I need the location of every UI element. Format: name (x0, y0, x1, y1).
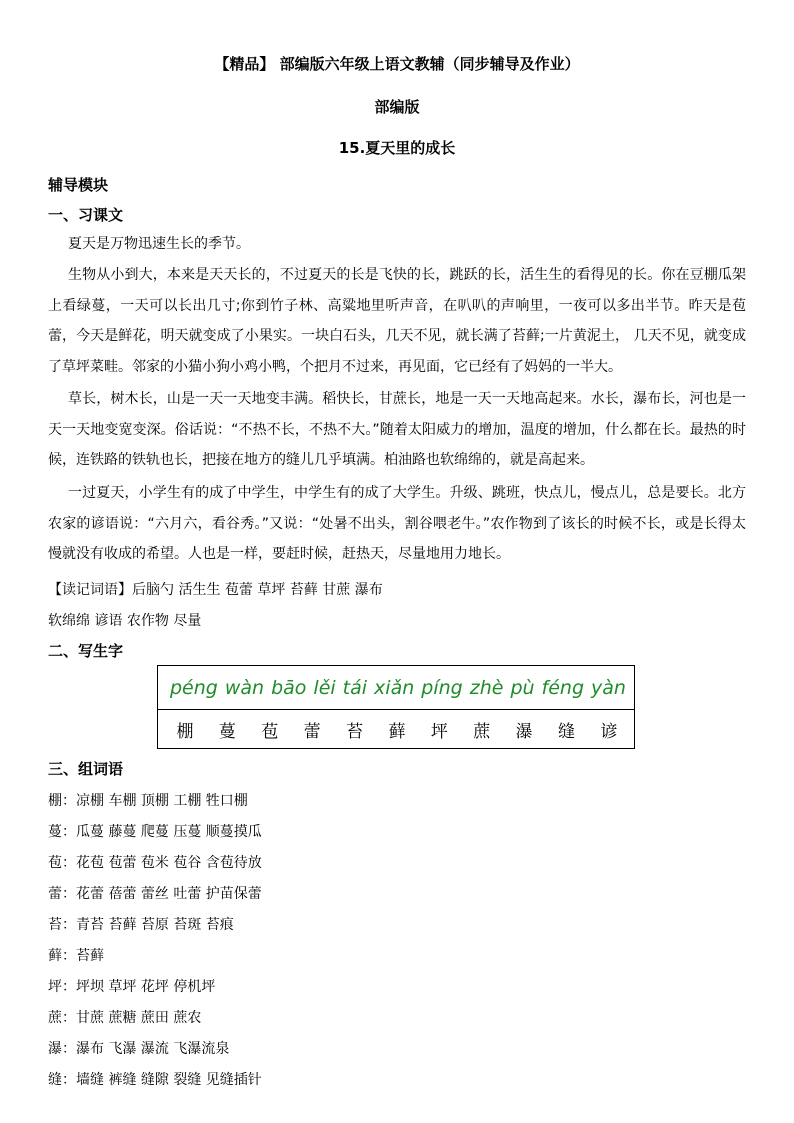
paragraph-1: 夏天是万物迅速生长的季节。 (68, 236, 250, 252)
module-heading: 辅导模块 (48, 176, 109, 194)
lesson-title: 15.夏天里的成长 (338, 139, 456, 157)
word-group-line: 蔓：瓜蔓 藤蔓 爬蔓 压蔓 顺蔓摸瓜 (48, 824, 262, 840)
char-cell: 苔 (346, 721, 364, 742)
char-row (158, 710, 634, 748)
pinyin-cell: pù (510, 676, 535, 699)
paragraph-4: 一过夏天，小学生有的成了中学生，中学生有的成了大学生。升级、跳班，快点儿，慢点儿，总是要长。北方农家的谚语说：“六月六，看谷秀。”又说：“处暑不出头，割谷喂老牛。”农作物到了该长的时候不长，或是长得太慢就没有收成的希望。人也是一样，要赶时候，赶热天，尽量地用力地长。 (48, 485, 746, 562)
char-cell: 蔓 (218, 721, 236, 742)
section-heading-text: 一、习课文 (48, 206, 124, 224)
char-cell: 谚 (600, 721, 618, 742)
word-group-line: 藓：苔藓 (48, 948, 104, 964)
section-heading-chars: 二、写生字 (48, 642, 124, 660)
vocab-label: 【读记词语】 (48, 582, 132, 598)
vocab-words-1: 后脑勺 活生生 苞蕾 草坪 苔藓 甘蔗 瀑布 (132, 582, 383, 598)
word-group-line: 蔗：甘蔗 蔗糖 蔗田 蔗农 (48, 1010, 202, 1026)
pinyin-cell: tái (342, 676, 368, 699)
vocab-line-1 (48, 579, 383, 599)
char-cell: 蔗 (473, 721, 491, 742)
pinyin-cell: lěi (313, 676, 336, 699)
char-cell: 藓 (388, 721, 406, 742)
pinyin-cell: féng (541, 676, 585, 699)
word-group-line: 坪：坪坝 草坪 花坪 停机坪 (48, 979, 216, 995)
pinyin-cell: bāo (271, 676, 307, 699)
char-cell: 缝 (558, 721, 576, 742)
char-cell: 苞 (261, 721, 279, 742)
word-group-line: 棚：凉棚 车棚 顶棚 工棚 牲口棚 (48, 793, 248, 809)
pinyin-cell: péng (170, 676, 218, 699)
char-cell: 棚 (176, 721, 194, 742)
char-cell: 瀑 (515, 721, 533, 742)
pinyin-cell: píng (421, 676, 463, 699)
word-group-line: 苔：青苔 苔藓 苔原 苔斑 苔痕 (48, 917, 234, 933)
pinyin-cell: xiǎn (374, 676, 415, 699)
edition-label: 部编版 (374, 98, 420, 116)
section-heading-words: 三、组词语 (48, 760, 124, 778)
character-grid (157, 665, 635, 749)
word-group-line: 缝：墙缝 裤缝 缝隙 裂缝 见缝插针 (48, 1072, 262, 1088)
pinyin-cell: wàn (224, 676, 265, 699)
word-group-line: 瀑：瀑布 飞瀑 瀑流 飞瀑流泉 (48, 1041, 230, 1057)
pinyin-cell: yàn (591, 676, 626, 699)
pinyin-cell: zhè (469, 676, 504, 699)
char-cell: 蕾 (303, 721, 321, 742)
document-title: 【精品】 部编版六年级上语文教辅（同步辅导及作业） (214, 55, 580, 73)
paragraph-3: 草长，树木长，山是一天一天地变丰满。稻快长，甘蔗长，地是一天一天地高起来。水长，瀑布长，河也是一天一天地变宽变深。俗话说：“不热不长，不热不大。”随着太阳威力的增加，温度的增加，什么都在长。最热的时候，连铁路的铁轨也长，把接在地方的缝儿几乎填满。柏油路也软绵绵的，就是高起来。 (48, 391, 746, 468)
paragraph-2: 生物从小到大，本来是天天长的，不过夏天的长是飞快的长，跳跃的长，活生生的看得见的长。你在豆棚瓜架上看绿蔓，一天可以长出几寸;你到竹子林、高粱地里听声音，在叭叭的声响里，一夜可以多出半节。昨天是苞蕾，今天是鲜花，明天就变成了小果实。一块白石头，几天不见，就长满了苔藓;一片黄泥土， 几天不见，就变成了草坪菜畦。邻家的小猫小狗小鸡小鸭，个把月不过来，再见面，它已经有了妈妈的一半大。 (48, 267, 746, 375)
word-group-line: 苞：花苞 苞蕾 苞米 苞谷 含苞待放 (48, 855, 262, 871)
pinyin-row (158, 666, 634, 710)
char-cell: 坪 (430, 721, 448, 742)
vocab-line-2: 软绵绵 谚语 农作物 尽量 (48, 613, 202, 629)
word-group-line: 蕾：花蕾 蓓蕾 蕾丝 吐蕾 护苗保蕾 (48, 886, 262, 902)
